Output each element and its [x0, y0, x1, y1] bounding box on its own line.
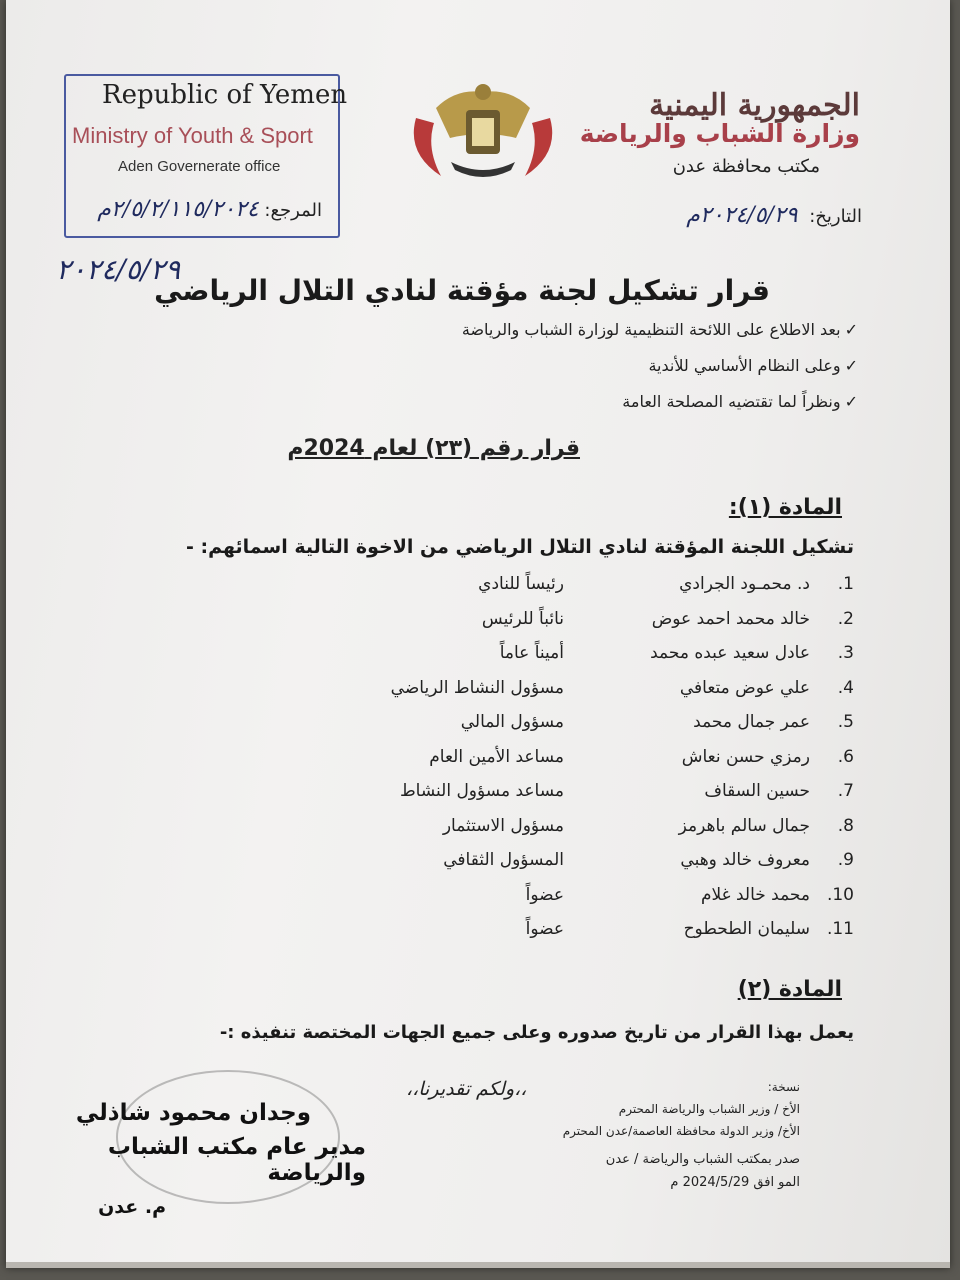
article-1-heading: المادة (١):: [728, 495, 842, 520]
member-role: عضواً: [525, 884, 564, 905]
reference-label: المرجع:: [264, 200, 322, 221]
member-number: 5.: [837, 712, 854, 732]
member-number: 10.: [826, 884, 854, 905]
signatory-title: مدير عام مكتب الشباب والرياضة: [107, 1134, 366, 1186]
issued-line: صدر بمكتب الشباب والرياضة / عدن: [605, 1152, 800, 1167]
header-en-ministry: Ministry of Youth & Sport: [72, 123, 313, 148]
signatory-name: وجدان محمود شاذلي: [75, 1100, 311, 1126]
header-en-country: Republic of Yemen: [102, 80, 348, 110]
header-ar-country: الجمهورية اليمنية: [649, 88, 860, 123]
signature-block: [36, 1100, 366, 1218]
member-role: نائباً للرئيس: [481, 608, 564, 629]
handwritten-date: ٢٠٢٤/٥/٢٩: [56, 253, 181, 286]
date-line: [686, 203, 862, 228]
member-number: 6.: [837, 746, 854, 767]
preamble-text: وعلى النظام الأساسي للأندية: [648, 356, 841, 375]
member-role: المسؤول الثقافي: [443, 850, 564, 870]
preamble-item: [622, 392, 858, 411]
header-ar-office: مكتب محافظة عدن: [672, 156, 820, 177]
member-role: أميناً عاماً: [499, 643, 564, 663]
checkmark-icon: ✓: [844, 356, 858, 375]
preamble-item: [462, 320, 858, 339]
copies-label: نسخة:: [767, 1080, 800, 1094]
signatory-place: م. عدن: [98, 1196, 166, 1218]
preamble-text: بعد الاطلاع على اللائحة التنظيمية لوزارة الشباب والرياضة: [461, 320, 841, 339]
member-number: 3.: [837, 643, 854, 663]
member-name: د. محمـود الجرادي: [679, 574, 810, 594]
member-name: سليمان الطحطوح: [683, 919, 810, 939]
yemen-emblem-icon: [396, 78, 570, 186]
member-number: 7.: [837, 781, 854, 801]
date-label: التاريخ:: [809, 206, 862, 227]
footer-strip: [6, 1262, 950, 1268]
member-name: جمال سالم باهرمز: [678, 815, 810, 836]
reference-value: ٢/٥/٢/١١٥/٢٠٢٤م: [97, 197, 259, 222]
member-name: حسين السقاف: [704, 781, 810, 801]
preamble-item: [648, 356, 858, 375]
member-name: محمد خالد غلام: [701, 884, 810, 905]
article-2-heading: المادة (٢): [737, 977, 842, 1002]
member-name: خالد محمد احمد عوض: [651, 608, 810, 629]
reference-line: [22, 197, 322, 222]
header-ar: [580, 88, 860, 177]
member-role: مسؤول المالي: [460, 712, 564, 732]
member-number: 2.: [837, 608, 854, 629]
copies-line: الأخ / وزير الشباب والرياضة المحترم: [618, 1102, 800, 1116]
member-name: معروف خالد وهبي: [680, 850, 810, 870]
checkmark-icon: ✓: [844, 320, 858, 339]
corresponding-date: المو افق 2024/5/29 م: [670, 1175, 800, 1190]
checkmark-icon: ✓: [844, 392, 858, 411]
document-page: [6, 0, 950, 1268]
date-value: ٢٠٢٤/٥/٢٩م: [686, 203, 798, 228]
article-1-text: تشكيل اللجنة المؤقتة لنادي التلال الرياضي من الاخوة التالية اسمائهم: -: [185, 536, 854, 558]
member-number: 9.: [837, 850, 854, 870]
member-role: رئيساً للنادي: [478, 574, 564, 594]
member-number: 8.: [837, 815, 854, 836]
decision-number: قرار رقم (٢٣) لعام 2024م: [287, 436, 580, 461]
article-2-text: يعمل بهذا القرار من تاريخ صدوره وعلى جميع الجهات المختصة تنفيذه :-: [219, 1022, 854, 1043]
member-number: 11.: [826, 919, 854, 939]
member-number: 1.: [837, 574, 854, 594]
member-role: مساعد الأمين العام: [429, 746, 564, 767]
member-name: عمر جمال محمد: [693, 712, 810, 732]
header-ar-ministry: وزارة الشباب والرياضة: [579, 119, 860, 148]
header-en-office: Aden Governerate office: [118, 158, 281, 175]
member-role: عضواً: [525, 919, 564, 939]
member-name: عادل سعيد عبده محمد: [650, 643, 810, 663]
member-role: مسؤول النشاط الرياضي: [390, 677, 564, 698]
member-role: مساعد مسؤول النشاط: [399, 781, 564, 801]
copies-line: الأخ/ وزير الدولة محافظة العاصمة/عدن المحترم: [562, 1124, 800, 1138]
copies-block: [563, 1080, 800, 1198]
preamble-text: ونظراً لما تقتضيه المصلحة العامة: [622, 392, 841, 411]
member-name: علي عوض متعافي: [679, 677, 810, 698]
document-title: قرار تشكيل لجنة مؤقتة لنادي التلال الرياضي: [154, 274, 770, 307]
member-number: 4.: [837, 677, 854, 698]
closing-line: ،،ولكم تقديرنا،،: [406, 1078, 527, 1100]
member-name: رمزي حسن نعاش: [681, 746, 810, 767]
member-role: مسؤول الاستثمار: [442, 815, 564, 836]
